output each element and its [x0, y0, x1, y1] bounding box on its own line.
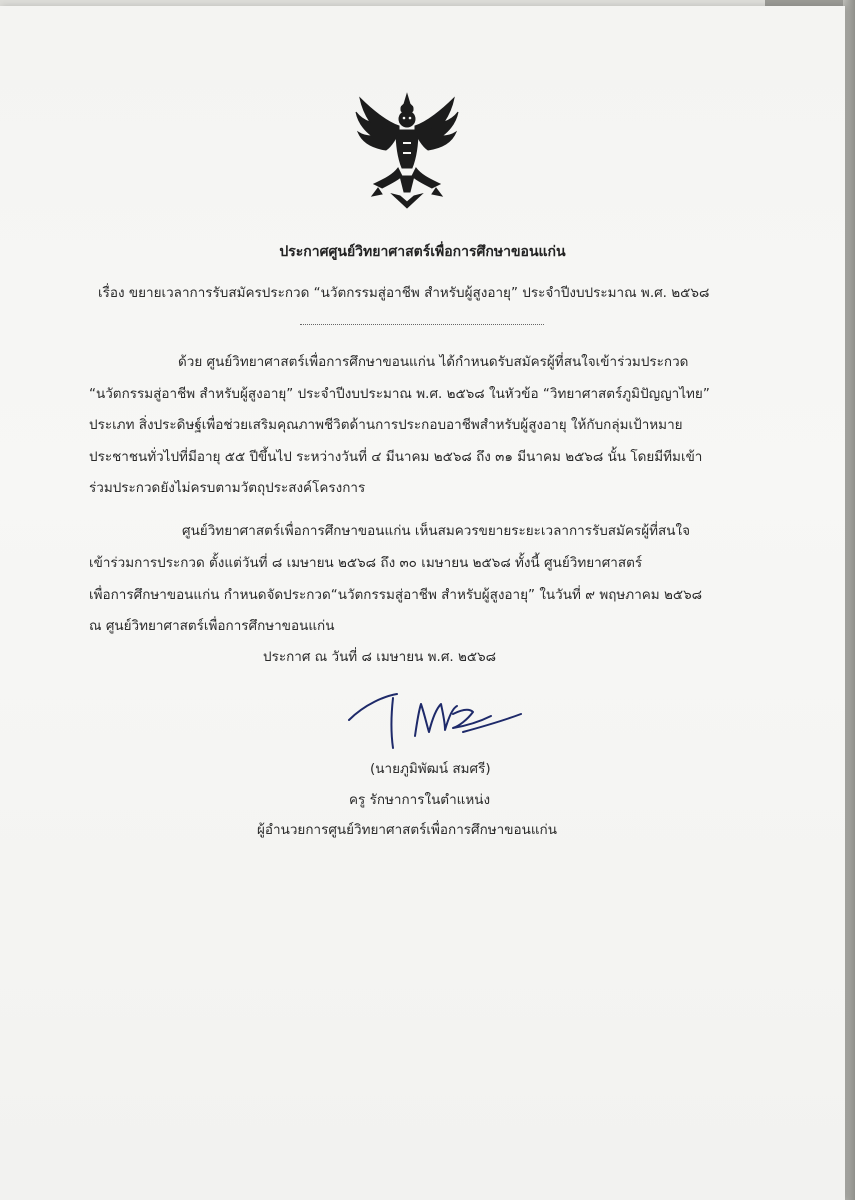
paragraph1-line: ร่วมประกวดยังไม่ครบตามวัตถุประสงค์โครงการ	[89, 480, 366, 496]
announce-date: ประกาศ ณ วันที่ ๘ เมษายน พ.ศ. ๒๕๖๘	[263, 649, 497, 665]
paragraph1-line: ด้วย ศูนย์วิทยาศาสตร์เพื่อการศึกษาขอนแก่น ได้กำหนดรับสมัครผู้ที่สนใจเข้าร่วมประกวด	[178, 354, 689, 370]
signer-position: ครู รักษาการในตำแหน่ง	[349, 792, 491, 808]
paragraph1-line: ประชาชนทั่วไปที่มีอายุ ๕๕ ปีขึ้นไป ระหว่างวันที่ ๔ มีนาคม ๒๕๖๘ ถึง ๓๑ มีนาคม ๒๕๖๘ นั้น โดยมีทีมเข้า	[89, 449, 703, 465]
document-title: ประกาศศูนย์วิทยาศาสตร์เพื่อการศึกษาขอนแก่น	[279, 244, 566, 260]
paragraph2-line: ณ ศูนย์วิทยาศาสตร์เพื่อการศึกษาขอนแก่น	[89, 618, 335, 634]
paragraph2-line: ศูนย์วิทยาศาสตร์เพื่อการศึกษาขอนแก่น เห็นสมควรขยายระยะเวลาการรับสมัครผู้ที่สนใจ	[182, 523, 691, 539]
signer-name: (นายภูมิพัฒน์ สมศรี)	[370, 761, 491, 777]
paragraph2-line: เข้าร่วมการประกวด ตั้งแต่วันที่ ๘ เมษายน ๒๕๖๘ ถึง ๓๐ เมษายน ๒๕๖๘ ทั้งนี้ ศูนย์วิทยาศาสตร์	[89, 555, 643, 571]
document-subject: เรื่อง ขยายเวลาการรับสมัครประกวด “นวัตกรรมสู่อาชีพ สำหรับผู้สูงอายุ” ประจำปีงบประมาณ พ.ศ. ๒๕๖๘	[98, 285, 710, 301]
dotted-divider	[300, 324, 544, 325]
paragraph1-line: “นวัตกรรมสู่อาชีพ สำหรับผู้สูงอายุ” ประจำปีงบประมาณ พ.ศ. ๒๕๖๘ ในหัวข้อ “วิทยาศาสตร์ภูมิปัญญาไทย”	[89, 386, 710, 402]
signer-title: ผู้อำนวยการศูนย์วิทยาศาสตร์เพื่อการศึกษาขอนแก่น	[257, 822, 557, 838]
paragraph1-line: ประเภท สิ่งประดิษฐ์เพื่อช่วยเสริมคุณภาพชีวิตด้านการประกอบอาชีพสำหรับผู้สูงอายุ ให้กับกลุ่มเป้าหมาย	[89, 417, 683, 433]
garuda-emblem-icon	[352, 92, 462, 210]
signature	[345, 686, 525, 756]
paragraph2-line: เพื่อการศึกษาขอนแก่น กำหนดจัดประกวด“นวัตกรรมสู่อาชีพ สำหรับผู้สูงอายุ” ในวันที่ ๙ พฤษภาคม ๒๕๖๘	[89, 587, 703, 603]
document-page	[0, 6, 845, 1200]
